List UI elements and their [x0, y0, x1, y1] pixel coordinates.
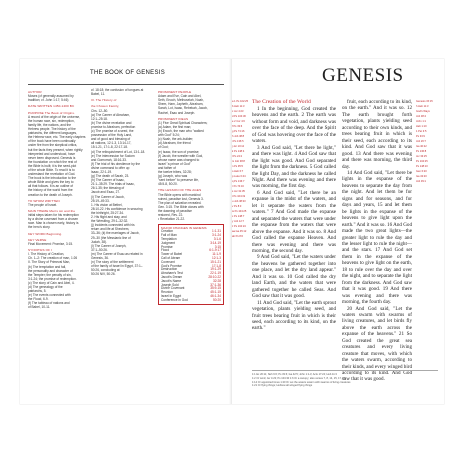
intro-line: 37:1–50:26.	[91, 247, 108, 252]
cross-reference: Ps 33:9	[416, 135, 425, 138]
book-title: GENESIS	[322, 65, 404, 86]
event-name: Creation	[161, 229, 174, 234]
intro-line: 12:1–25:18.	[91, 116, 108, 121]
event-name: Destruction	[161, 267, 178, 272]
left-margin-references	[232, 99, 250, 329]
intro-line: Rachel, Esau and Joseph.	[158, 110, 196, 115]
intro-line: all that follows. It is an outline of	[28, 184, 74, 189]
footnote: 1:2 Or wind; Jer 4:23; Ps 104:30 1:6 Or a canopy; also verses 7, 8, 14, 15, 17, 20	[252, 376, 346, 380]
footnote: 1:14 Or appointed times 1:20 Or Let the waters swarm with swarms of living creatures	[252, 380, 351, 384]
intro-line: Judah, 38).	[91, 239, 107, 244]
cross-reference: Ps 148:10	[416, 165, 428, 168]
intro-line: whose name was changed to	[158, 157, 200, 162]
verse-paragraph: 20 And God said, "Let the waters swarm with swarms of living creatures, and let birds fly above the earth across the expanse of the heavens." 21 So God created the great sea creatures and every living creature that moves, with which the waters swarm, according to their kinds, and every winged bird according to its kind. And God saw that it was good.	[342, 305, 412, 383]
intro-line: return and life at Shechem,	[91, 227, 130, 232]
intro-line: Israel "a prince of God"	[158, 161, 191, 166]
cross-reference: q Ps 136:7	[232, 180, 245, 183]
event-reference: 19:1-29	[210, 267, 221, 272]
intro-line: 2. His flight and stay, and	[91, 215, 127, 220]
intro-heading: MAIN THEME Man's sin and the	[28, 208, 76, 213]
intro-line: (g) The death of Sarah, 23.	[91, 174, 130, 179]
cross-reference: Genesis 15:15	[416, 100, 433, 103]
event-reference: 15:1-21	[210, 259, 221, 264]
intro-line: the Wrestling, 29:1–32:32.	[91, 219, 129, 224]
verse-paragraph: 9 And God said, "Let the waters under the heavens be gathered together into one place, and let the dry land appear." And it was so. 10 God called the dry land Earth, and the waters that were gathered together he called Seas. And God saw that it was good.	[252, 254, 336, 300]
intro-line: divine command to offer up	[91, 165, 130, 170]
intro-line: (e) Isaac, the son of promise;	[158, 149, 200, 154]
cross-reference: God's Ways	[416, 110, 430, 113]
cross-reference: p Luke 6:44	[232, 175, 246, 178]
event-name: Israel in Egypt	[161, 293, 182, 298]
intro-line: (n) The story of the settlement	[91, 260, 134, 265]
cross-reference: k Ps 148:4	[232, 150, 245, 153]
intro-line: understand the revelation of God.	[28, 172, 76, 177]
intro-line: the personality and character of	[28, 268, 73, 273]
cross-reference: Ps 104:25	[416, 160, 428, 163]
intro-line: and of good and blessing of	[91, 137, 131, 142]
intro-line: 45:5-8, 50:20.	[158, 182, 178, 187]
intro-line: (f) The trial of his obedience by the	[91, 161, 141, 166]
intro-line: of God;	[158, 145, 169, 150]
col3-top	[158, 90, 224, 221]
event-reference: 3:1-24	[211, 233, 221, 238]
intro-line: (d) The relinquishment of Lot, 13:1-18.	[91, 149, 146, 154]
intro-line: creation to the death of Joseph.	[28, 192, 73, 197]
event-reference: 22:1-19	[210, 271, 221, 276]
intro-heading: KEY VERSE	[28, 237, 47, 242]
major-changes-title: MAJOR CHANGES IN GENESIS	[161, 226, 207, 231]
event-reference: 6:1-9:17	[209, 248, 221, 253]
cross-reference: x Ps 148:7	[232, 215, 245, 218]
event-reference: 37:1-36	[210, 282, 221, 287]
intro-line: Gen. 3:15. The Bible closes with	[158, 204, 204, 209]
intro-line: patriarchs, 5.	[28, 289, 47, 294]
event-reference: 12:1-3	[211, 256, 221, 261]
cross-reference: d Ps 104:30	[232, 115, 246, 118]
intro-line: 50:26, concluding at	[91, 268, 120, 273]
intro-line: (b) The temptation and fall,	[28, 264, 67, 269]
cross-reference: u Job 38:33	[232, 200, 246, 203]
right-page	[232, 59, 444, 404]
intro-line: 21:1–35:29. The trials of Isaac,	[91, 182, 135, 187]
event-name: Conference in God	[161, 297, 188, 302]
intro-title-bar	[28, 66, 224, 85]
intro-line: the human race, sin, redemption,	[28, 118, 75, 123]
intro-line: the foundation on which the rest of	[28, 159, 77, 164]
cross-reference: Job 26:7	[416, 140, 426, 143]
intro-line: (j) Incidents connected with his	[91, 223, 135, 228]
intro-line: and Gomorrah, 18:16-33.	[91, 157, 127, 162]
intro-line: all nations, 12:1-3, 13:14-17,	[91, 141, 132, 146]
intro-line: restored, Rev. 22.	[158, 213, 184, 218]
event-reference: 32:28	[213, 278, 221, 283]
intro-line: the Bible is built; it is the seed-plot	[28, 163, 77, 168]
intro-line: (g) Joseph, who was	[158, 174, 188, 179]
intro-line: the hero's story.	[28, 225, 51, 230]
intro-line: (1) Five Great Spiritual Characters;	[158, 120, 208, 125]
scripture-column-1	[252, 99, 336, 364]
cross-reference: ab Ps 8:6	[232, 235, 243, 238]
intro-line: the birthright, 25:27-34.	[91, 210, 124, 215]
intro-line: Adam and Eve, Cain and Abel,	[158, 94, 202, 99]
intro-line: but the facts they present, when rightly	[28, 147, 83, 152]
intro-line: whole Bible and gives the key to	[28, 180, 74, 185]
intro-heading: PROMINENT PEOPLE	[158, 90, 192, 94]
intro-line: by a divine covenant from a chosen	[28, 217, 79, 222]
intro-heading: TO WHOM WRITTEN	[28, 198, 60, 203]
intro-line: the Flood, 6-9.	[28, 297, 49, 302]
verse-paragraph: fruit, each according to its kind, on the earth." And it was so. 12 The earth brought forth vegetation, plants yielding seed according to their own kinds, and trees bearing fruit in which is their seed, each according to its kind. And God saw that it was good. 13 And there was evening and there was morning, the third day.	[342, 99, 412, 170]
cross-reference: y Job 12:7	[232, 220, 244, 223]
verse-paragraph: 1 In the beginning, God created the heavens and the earth. 2 The earth was without form and void, and darkness was over the face of the deep. And the Spirit of God was hovering over the face of the waters.	[252, 106, 336, 145]
intro-title: THE BOOK OF GENESIS	[90, 70, 166, 76]
intro-line: 1. His vision at Bethel,	[91, 202, 123, 207]
event-reference: 35:9-15	[210, 286, 221, 291]
cross-reference: z Ps 104:24	[232, 225, 246, 228]
intro-line: Ch. 1–2: The creation of man, 1:26	[28, 256, 78, 261]
event-reference: 46:1-34	[210, 293, 221, 298]
event-reference: 3:1-6	[213, 237, 221, 242]
cross-reference: Heb 1:10	[416, 125, 427, 128]
intro-line: patriarchs, the different languages,	[28, 131, 78, 136]
intro-line: The Bible opens with mankind	[158, 192, 201, 197]
intro-line: • Revelation 21-22.	[158, 217, 185, 222]
intro-line: never been disproved. Genesis is	[28, 155, 76, 160]
section-heading: The Creation of the World	[252, 99, 311, 105]
event-name: Tower of Babel	[161, 252, 183, 257]
cross-reference: Job 38:4	[416, 115, 426, 118]
event-reference: 11:1-9	[212, 252, 221, 257]
intro-line: 15:1-21, 17:1-8, 22:17-18.	[91, 145, 128, 150]
intro-line: Hebrew people. The history of the	[28, 127, 76, 132]
intro-line: promise to Abraham, perfection	[91, 124, 136, 129]
cross-reference: a 1 Ps 102:25	[232, 100, 249, 103]
footnotes	[252, 370, 438, 399]
cross-reference: h Job 38:8	[232, 135, 245, 138]
intro-line: under fire from the skeptical critics,	[28, 143, 78, 148]
major-changes-rows	[161, 230, 221, 302]
intro-line: of the book have been continually	[28, 139, 76, 144]
event-name: God's Promise	[161, 263, 182, 268]
intro-line: Chs. 12–50.	[91, 108, 109, 113]
footnote: 1:21 Or flying things; Hebrew all winged flying things	[252, 384, 313, 388]
intro-line: (c) The story of Cain and Abel, 4.	[28, 280, 75, 285]
cross-reference: f Ps 33:6	[232, 125, 243, 128]
intro-line: (i) The Career of Jacob,	[91, 194, 125, 199]
intro-line: (f) Jacob, the wrestler with God,	[158, 153, 203, 158]
intro-line: the Hebrew race, etc. The early chapters	[28, 135, 86, 140]
event-name: Promise	[161, 244, 173, 249]
event-reference: 3:15	[214, 244, 221, 249]
right-margin-references	[416, 99, 442, 359]
intro-line: and father of	[158, 165, 176, 170]
intro-heading: the Chosen Family,	[91, 104, 120, 109]
left-page	[20, 59, 232, 404]
verse-paragraph: 6 And God said, "Let there be an expanse in the midst of the waters, and let it separate the waters from the waters." 7 And God made the expanse and separated the waters that were under the expanse from the waters that were above the expanse. And it was so. 8 And God called the expanse Heaven. And there was evening and there was morning, the second day.	[252, 189, 336, 254]
major-changes-box	[158, 224, 224, 304]
intro-column-2	[91, 88, 154, 398]
intro-line: Sarah, Lot, Isaac, Rebekah, Jacob,	[158, 106, 208, 111]
intro-heading: III. The History of	[91, 98, 117, 103]
intro-line: 33–36; (k) the marriages of Jacob,	[91, 231, 140, 236]
event-name: Jacob's Name	[161, 278, 182, 283]
intro-line: (e) The intercession for Sodom	[91, 153, 135, 158]
intro-line: of the family of Israel in Egypt, 37:1–	[91, 264, 143, 269]
intro-heading: PROMINENT IDEAS	[158, 116, 189, 121]
event-reference: 45:1-15	[210, 290, 221, 295]
event-reference: 50:20	[213, 297, 221, 302]
event-reference: 28:10-22	[208, 275, 221, 279]
event-name: Temptation	[161, 237, 177, 242]
cross-reference: s Jer 31:35	[232, 190, 245, 193]
cross-reference: Jer 33:25	[416, 155, 427, 158]
cross-reference: Isa 43:20	[416, 175, 427, 178]
intro-line: Genesis, 36.	[91, 255, 109, 260]
intro-line: Moses (cf generally assumed by	[28, 94, 74, 99]
event-name: Divine Covenant	[161, 286, 185, 291]
cross-reference: Ps 136:8	[416, 150, 427, 153]
intro-line: (f) The tableau of nations and	[28, 301, 70, 306]
cross-reference: t Ps 104:19	[232, 195, 246, 198]
cross-reference: b Heb 11:3	[232, 105, 245, 108]
major-changes-row	[161, 299, 221, 303]
cross-reference: Job 39:1	[416, 180, 426, 183]
event-name: Abraham's Test	[161, 271, 183, 276]
intro-heading: PURPOSE The Book of Origins.	[28, 110, 75, 115]
intro-line: The book is the introduction to the	[28, 176, 77, 181]
intro-line: with God" 5:24;	[158, 133, 180, 138]
intro-line: "sent before" to preserve life,	[158, 178, 199, 183]
intro-line: A record of the origin of the universe,	[28, 114, 81, 119]
intro-line: 28:10-22. His confidence in securing	[91, 206, 143, 211]
intro-line: 26:1-35; the blessing of	[91, 186, 125, 191]
intro-line: (c) Noah, the ark-builder;	[158, 137, 194, 142]
intro-line: (b) Enoch, the man who "walked	[158, 129, 204, 134]
verse-paragraph: 3 And God said, "Let there be light," and there was light. 4 And God saw that the light was good. And God separated the light from the darkness. 5 God called the light Day, and the darkness he called Night. And there was evening and there was morning, the first day.	[252, 144, 336, 190]
cross-reference: m Job 38:8	[232, 160, 245, 163]
intro-line: (a) Adam, the first man;	[158, 124, 192, 129]
intro-line: I. The History of Creation,	[28, 252, 65, 257]
scripture-column-2	[342, 99, 412, 383]
intro-heading: KEY WORD Beginning.	[28, 231, 63, 236]
intro-line: cf. 18:18; the confusion of tongues at	[91, 88, 144, 92]
intro-line: Isaac, 22:1-19.	[91, 170, 113, 174]
event-name: Covenant	[161, 259, 175, 264]
intro-line: 50:26 NIV, 50:26.	[91, 272, 116, 277]
cross-reference: 1 Pet 3:5	[416, 130, 427, 133]
cross-reference: l Ps 24:2	[232, 155, 243, 158]
event-reference: 1:1-31	[211, 229, 221, 234]
intro-line: The plan of salvation revealed.	[158, 200, 202, 205]
cross-reference: o Heb 6:7	[232, 170, 244, 173]
intro-line: The people of Israel.	[28, 202, 58, 207]
event-reference: 3:14-19	[210, 240, 221, 245]
intro-line: (h) The Career of Isaac,	[91, 178, 125, 183]
intro-line: (m) The Career of Esau as related in	[91, 251, 143, 256]
intro-heading: SYNOPSIS OF I	[28, 248, 52, 253]
intro-line: the dawning of paradise	[158, 208, 192, 213]
intro-line: possession of the Holy Land,	[91, 133, 132, 138]
intro-line: 25:19–49:33.	[91, 198, 110, 203]
intro-line: family life, the nations, and the	[28, 122, 72, 127]
intro-line: race. Man is chosen early, history is	[28, 221, 79, 226]
event-name: Jacob's Dream	[161, 275, 183, 279]
intro-line: Jacob and Esau, 27.	[91, 190, 121, 195]
cross-reference: c Jer 4:23	[232, 110, 244, 113]
cross-reference: e 2 Cor 4:6	[232, 120, 245, 123]
intro-line: Seth, Enoch, Methuselah, Noah,	[158, 98, 204, 103]
verse-paragraph: 11 And God said, "Let the earth sprout vegetation, plants yielding seed, and fruit trees bearing fruit in which is their seed, each according to its kind, on the earth."	[252, 299, 336, 332]
cross-reference: w Ps 104:25	[232, 210, 247, 213]
cross-reference: g Ps 74:16	[232, 130, 245, 133]
intro-line: 3:1-24; the promise of redemption.	[28, 276, 77, 281]
cross-reference: John 1:1	[416, 120, 426, 123]
intro-line: II. The Story of Primeval Man,	[28, 260, 71, 265]
intro-line: (b) The divine revelation and	[91, 120, 132, 125]
intro-line: the history of the world from the	[28, 188, 73, 193]
intro-line: the Tempter; the penalty of sin,	[28, 272, 72, 277]
intro-line: (e) The events connected with	[28, 293, 71, 298]
cross-reference: aa Isa 45:12	[232, 230, 247, 233]
event-name: Fall of Man	[161, 233, 177, 238]
intro-line: the twelve tribes, 32:28;	[158, 170, 192, 174]
footnote: 1:1 Ex 20:11; Neh 9:6; Ps 33:6; Isa 42:5; John 1:1-3; Acts 17:24; Heb 11:3	[252, 373, 337, 376]
event-name: Flood	[161, 248, 169, 253]
cross-reference: i Ps 136:5	[232, 140, 244, 143]
event-name: Joseph Sold	[161, 282, 179, 287]
cross-reference: r Ps 74:16	[232, 185, 244, 188]
intro-line: interpreted and understood, have	[28, 151, 75, 156]
intro-line: tradition; cf. John 1:17; 5:46)	[28, 98, 69, 103]
intro-line: (l) The Career of Joseph,	[91, 243, 127, 248]
intro-line: of the whole Bible. To read it is to	[28, 168, 75, 173]
intro-line: Final Movement: Promise, 3:15.	[28, 241, 73, 246]
event-name: Call of Abram	[161, 256, 181, 261]
intro-column-3	[158, 88, 224, 398]
intro-line: Shem, Ham, Japheth, Abraham,	[158, 102, 204, 107]
cross-reference: Gen 6:20	[416, 170, 427, 173]
intro-line: of Babel, 10-11.	[28, 305, 51, 310]
intro-line: (d) Abraham, the friend	[158, 141, 191, 146]
event-reference: 17:1-8	[211, 263, 221, 268]
cross-reference: n Ps 95:5	[232, 165, 243, 168]
cross-reference: Isa 40:22	[416, 145, 427, 148]
intro-line: (c) The promise of a seed, the	[91, 129, 134, 134]
cross-reference: j Jer 10:12	[232, 145, 245, 148]
intro-line: Babel, 11.	[91, 92, 106, 97]
intro-line: (a) The Career of Abraham,	[91, 112, 130, 117]
intro-heading: THE LESSON OF THE AGES	[158, 188, 202, 193]
intro-line: ruined, paradise lost, Genesis 3.	[158, 196, 204, 201]
verse-paragraph: 14 And God said, "Let there be lights in the expanse of the heavens to separate the day from the night. And let them be for signs and for seasons, and for days and years, 15 and let them be lights in the expanse of the heavens to give light upon the earth." And it was so. 16 And God made the two great lights—the greater light to rule the day and the lesser light to rule the night—and the stars. 17 And God set them in the expanse of the heavens to give light on the earth, 18 to rule over the day and over the night, and to separate the light from the darkness. And God saw that it was good. 19 And there was evening and there was morning, the fourth day.	[342, 169, 412, 306]
intro-line: (d) The genealogy of the	[28, 285, 63, 289]
cross-reference: h Heb 11:3	[416, 105, 429, 108]
intro-column-1	[28, 88, 86, 398]
intro-line: initial steps taken for his redemption	[28, 213, 79, 218]
intro-line: 29–30 (the Messianic line of	[91, 235, 131, 240]
event-name: Reunion	[161, 290, 173, 295]
event-name: Judgment	[161, 240, 175, 245]
intro-heading: DATE WRITTEN 1450-1400 BC	[28, 104, 75, 109]
cross-reference: v Ps 8:3	[232, 205, 242, 208]
intro-heading: AUTHOR	[28, 90, 42, 94]
